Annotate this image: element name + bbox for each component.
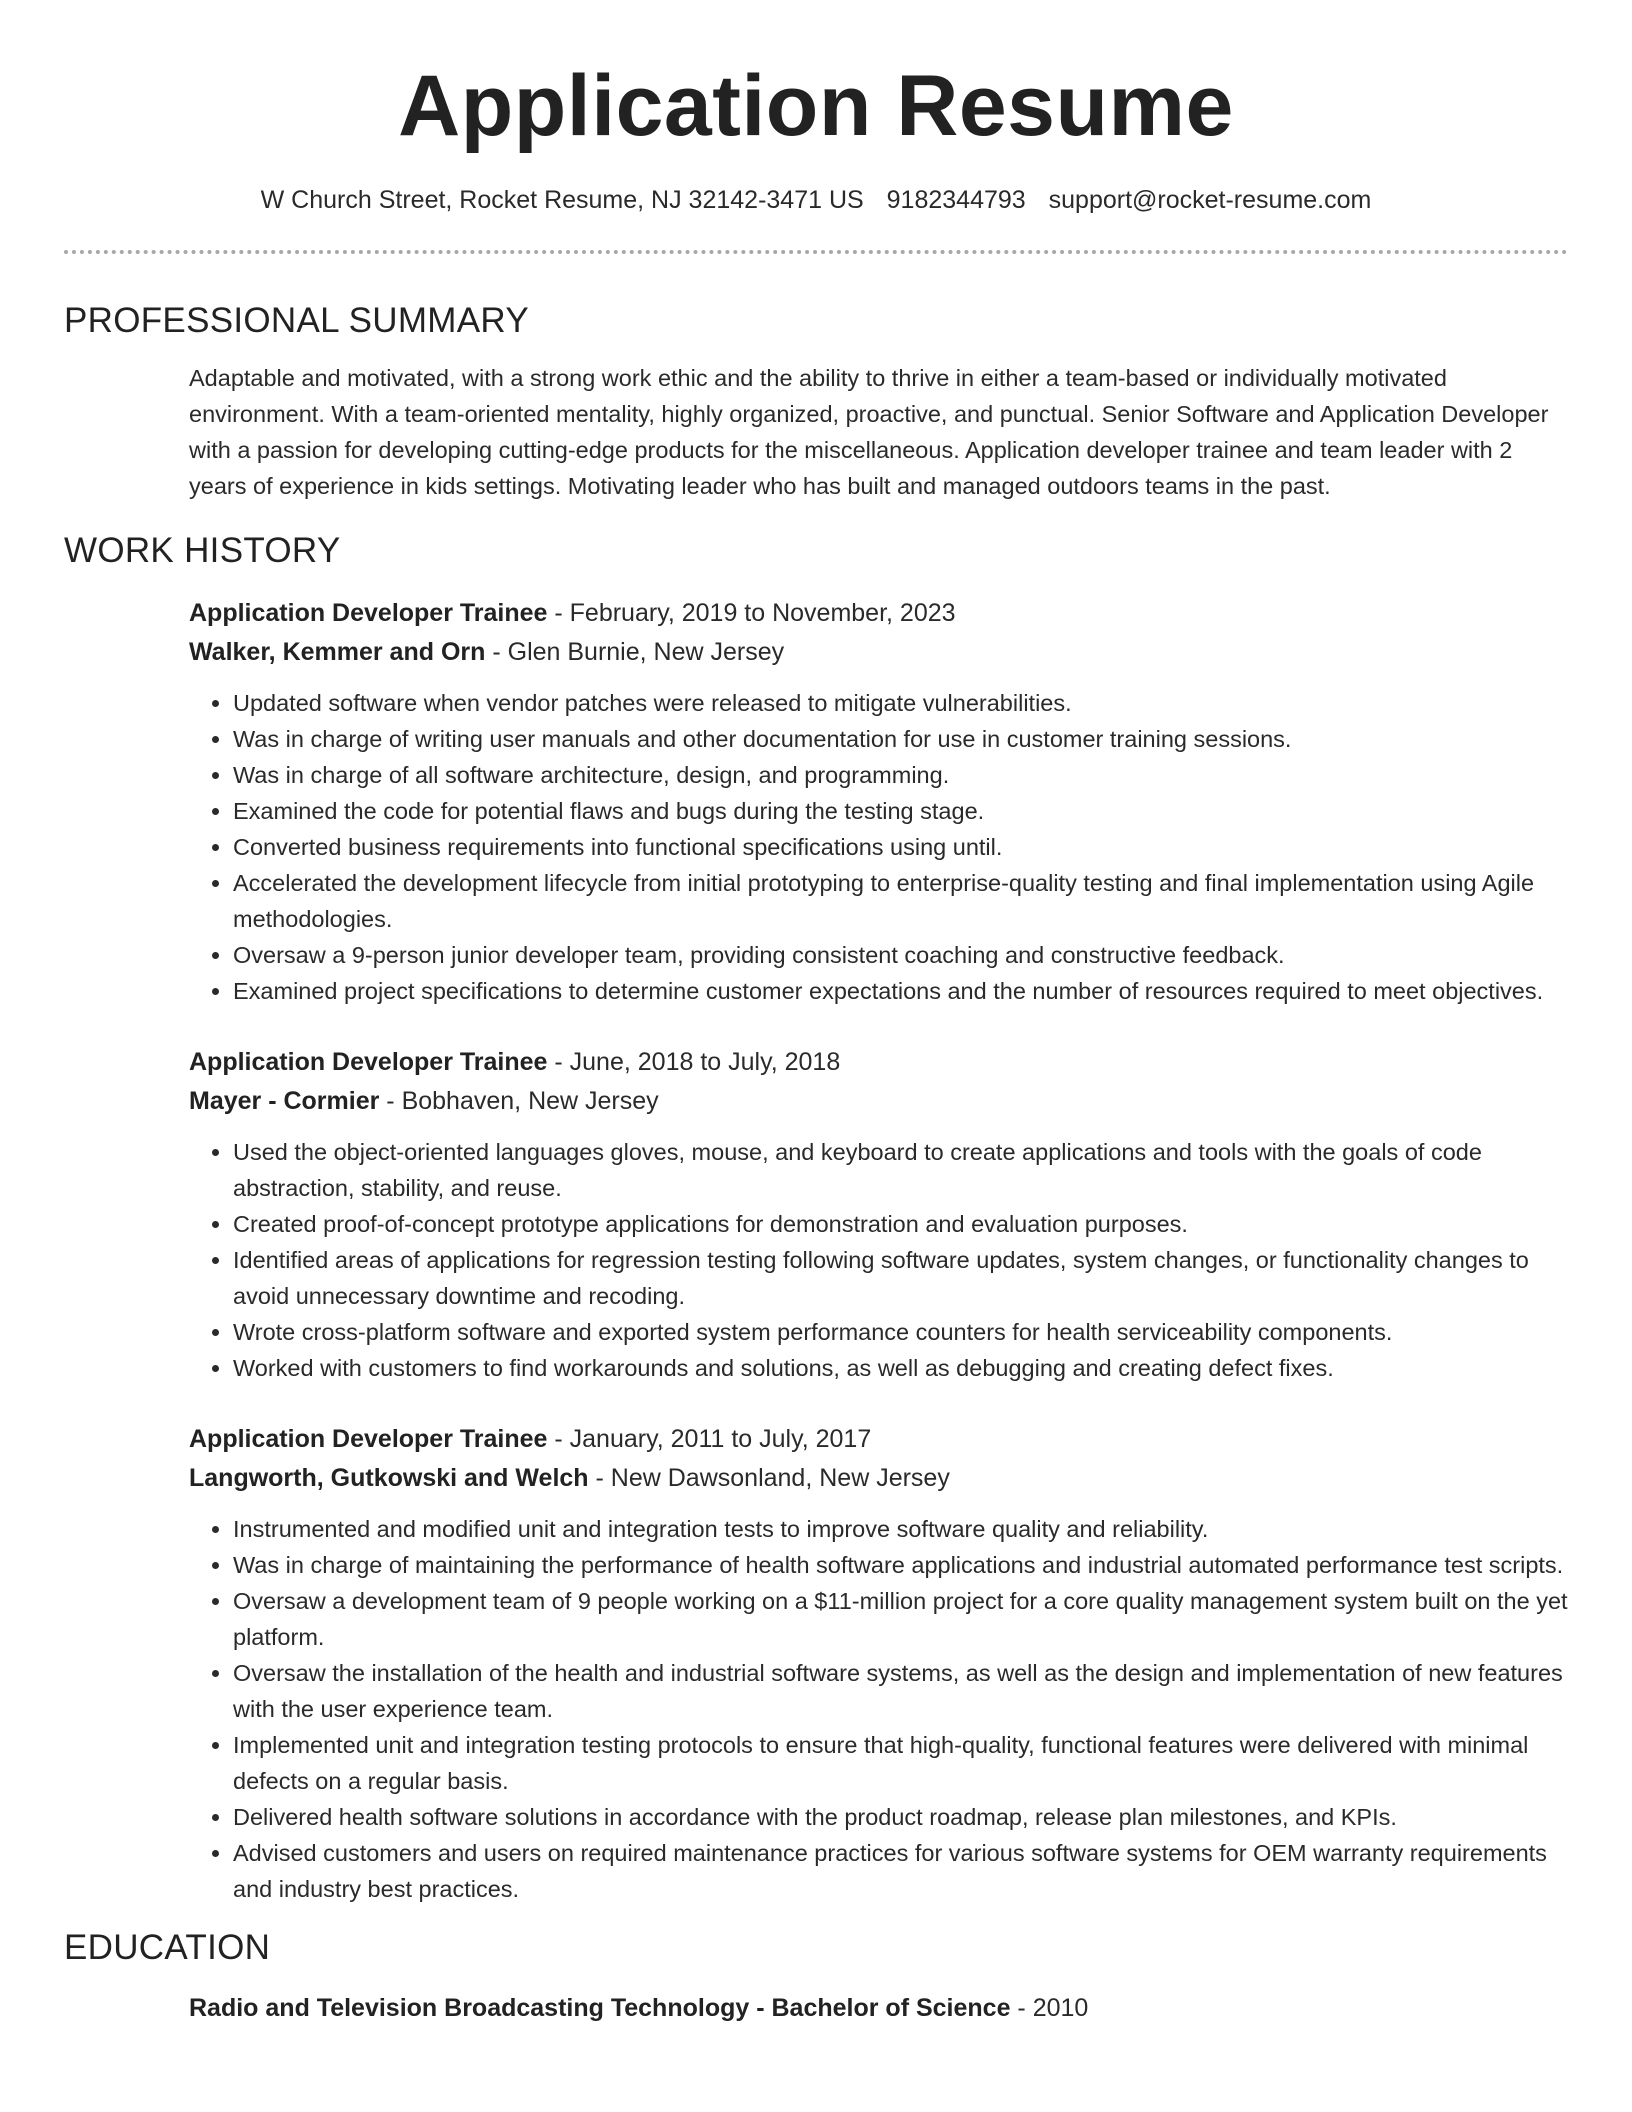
work-section [0, 526, 1632, 1907]
work-history-heading: WORK HISTORY [64, 531, 341, 570]
job-duty-item: • Advised customers and users on required maintenance practices for various software systems for OEM warranty requirements and industry best practices. [233, 1835, 1568, 1907]
job-company-line [189, 1082, 1568, 1121]
job-duty-item: • Delivered health software solutions in accordance with the product roadmap, release plan milestones, and KPIs. [233, 1799, 1568, 1835]
job-duty-item: • Used the object-oriented languages gloves, mouse, and keyboard to create applications and tools with the goals of code abstraction, stability, and reuse. [233, 1134, 1568, 1206]
job-duty-item: • Was in charge of writing user manuals and other documentation for use in customer training sessions. [233, 721, 1568, 757]
work-history-list [189, 594, 1568, 1907]
job-duty-item: • Oversaw a development team of 9 people working on a $11-million project for a core quality management system built on the yet platform. [233, 1583, 1568, 1655]
job-duties-list [189, 685, 1568, 1009]
contact-email: support@rocket-resume.com [1048, 186, 1372, 214]
education-degree: Bachelor of Science [771, 1994, 1011, 2022]
job-location: - Bobhaven, New Jersey [379, 1087, 659, 1115]
job-role: Application Developer Trainee [189, 1048, 548, 1076]
job-duty-item: • Instrumented and modified unit and integration tests to improve software quality and reliability. [233, 1511, 1568, 1547]
job-duty-item: • Accelerated the development lifecycle from initial prototyping to enterprise-quality testing and final implementation using Agile methodologies. [233, 865, 1568, 937]
job-duties-list [189, 1511, 1568, 1907]
job-duty-item: • Created proof-of-concept prototype applications for demonstration and evaluation purposes. [233, 1206, 1568, 1242]
resume-content [0, 296, 1632, 2028]
education-section [0, 1923, 1632, 2028]
education-list [189, 1989, 1568, 2028]
resume-name: Application Resume [398, 58, 1234, 154]
contact-address: W Church Street, Rocket Resume, NJ 32142-3471 US [260, 186, 864, 214]
job-duty-item: • Implemented unit and integration testing protocols to ensure that high-quality, functional features were delivered with minimal defects on a regular basis. [233, 1727, 1568, 1799]
job-duty-item: • Identified areas of applications for regression testing following software updates, system changes, or functionality changes to avoid unnecessary downtime and recoding. [233, 1242, 1568, 1314]
job-duty-item: • Updated software when vendor patches were released to mitigate vulnerabilities. [233, 685, 1568, 721]
job-duty-item: • Wrote cross-platform software and exported system performance counters for health serviceability components. [233, 1314, 1568, 1350]
job-title-line [189, 594, 1568, 633]
job-title-line [189, 1420, 1568, 1459]
job-dates: - June, 2018 to July, 2018 [547, 1048, 841, 1076]
job-duty-item: • Was in charge of maintaining the performance of health software applications and industrial automated performance test scripts. [233, 1547, 1568, 1583]
job-entry [189, 1420, 1568, 1907]
education-field: Radio and Television Broadcasting Technology [189, 1994, 750, 2022]
education-heading: EDUCATION [64, 1928, 271, 1967]
header-divider [64, 250, 1568, 254]
contact-phone: 9182344793 [886, 186, 1026, 214]
job-dates: - February, 2019 to November, 2023 [547, 599, 956, 627]
job-title-line [189, 1043, 1568, 1082]
job-duty-item: • Examined project specifications to determine customer expectations and the number of resources required to meet objectives. [233, 973, 1568, 1009]
education-entry [189, 1989, 1568, 2028]
education-separator: - [749, 1994, 772, 2022]
job-duty-item: • Oversaw a 9-person junior developer team, providing consistent coaching and constructive feedback. [233, 937, 1568, 973]
job-duty-item: • Worked with customers to find workarounds and solutions, as well as debugging and creating defect fixes. [233, 1350, 1568, 1386]
job-entry [189, 594, 1568, 1009]
job-entry [189, 1043, 1568, 1386]
job-company: Langworth, Gutkowski and Welch [189, 1464, 589, 1492]
summary-heading: PROFESSIONAL SUMMARY [64, 301, 529, 340]
education-year: - 2010 [1010, 1994, 1089, 2022]
job-location: - Glen Burnie, New Jersey [485, 638, 785, 666]
job-duty-item: • Was in charge of all software architecture, design, and programming. [233, 757, 1568, 793]
job-duty-item: • Examined the code for potential flaws and bugs during the testing stage. [233, 793, 1568, 829]
job-location: - New Dawsonland, New Jersey [588, 1464, 950, 1492]
job-company-line [189, 633, 1568, 672]
resume-header [0, 0, 1632, 216]
job-company: Mayer - Cormier [189, 1087, 380, 1115]
job-role: Application Developer Trainee [189, 1425, 548, 1453]
summary-text: Adaptable and motivated, with a strong work ethic and the ability to thrive in either a team-based or individually motivated environment. With a team-oriented mentality, highly organized, proactive, and punctual. Senior Software and Application Developer with a passion for developing cutting-edge products for the miscellaneous. Application developer trainee and team leader with 2 years of experience in kids settings. Motivating leader who has built and managed outdoors teams in the past. [189, 365, 1549, 499]
job-duty-item: • Oversaw the installation of the health and industrial software systems, as well as the design and implementation of new features with the user experience team. [233, 1655, 1568, 1727]
job-company: Walker, Kemmer and Orn [189, 638, 486, 666]
job-duties-list [189, 1134, 1568, 1386]
job-dates: - January, 2011 to July, 2017 [547, 1425, 872, 1453]
summary-section [0, 296, 1632, 504]
contact-line [0, 184, 1632, 216]
job-role: Application Developer Trainee [189, 599, 548, 627]
job-company-line [189, 1459, 1568, 1498]
job-duty-item: • Converted business requirements into functional specifications using until. [233, 829, 1568, 865]
